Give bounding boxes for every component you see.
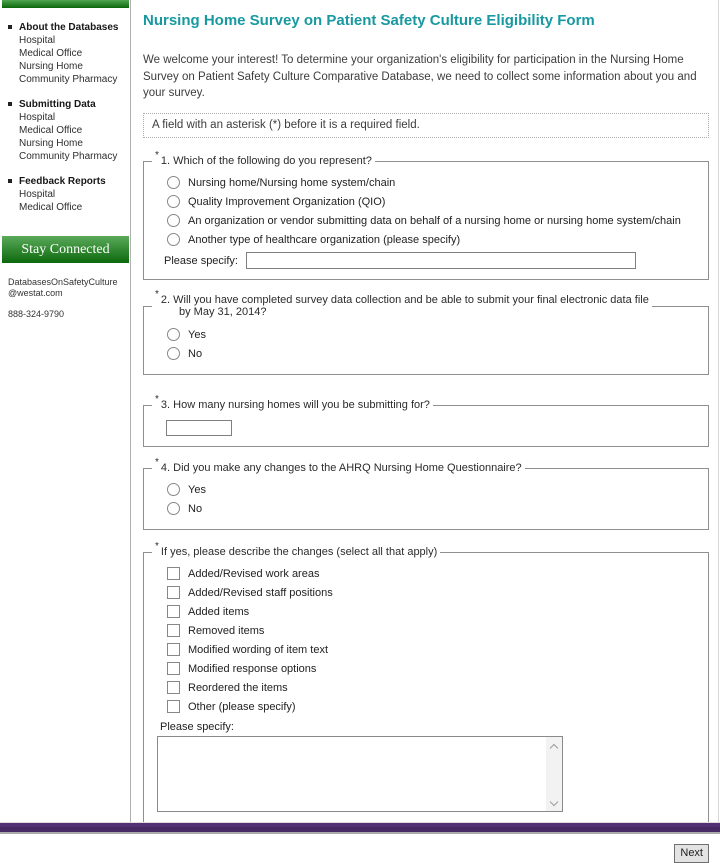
q2-yes-radio[interactable] [167,328,180,341]
q1-option-row [157,212,700,229]
contact-phone: 888-324-9790 [8,309,65,319]
q2-options [157,326,700,362]
question-2-label-line2: by May 31, 2014? [179,306,267,319]
q1-specify-input[interactable] [246,252,636,269]
q1-option-1-label: Quality Improvement Organization (QIO) [188,195,386,208]
question-5-label: If yes, please describe the changes (select all that apply) [160,546,438,559]
question-4-fieldset [143,457,709,530]
required-asterisk: * [155,457,159,469]
sidebar-item-hospital[interactable]: Hospital [19,35,56,46]
q3-count-input[interactable] [166,420,232,436]
sidebar-heading-label: About the Databases [19,22,119,33]
q5-option-0-label: Added/Revised work areas [188,567,320,580]
q4-no-label: No [188,502,203,515]
q5-option-3-label: Removed items [188,624,265,637]
stay-connected-banner: Stay Connected [2,236,129,263]
q5-option-5-checkbox[interactable] [167,662,180,675]
textarea-scrollbar[interactable] [546,737,562,811]
q5-option-4-checkbox[interactable] [167,643,180,656]
sidebar-top-green-bar [2,0,129,8]
contact-info [0,263,130,320]
q1-option-row [157,231,700,248]
bullet-square-icon [8,102,12,106]
question-3-label: 3. How many nursing homes will you be submitting for? [160,399,430,412]
scroll-up-icon[interactable] [546,737,562,753]
q2-no-radio[interactable] [167,347,180,360]
q5-option-2-label: Added items [188,605,250,618]
question-1-label: 1. Which of the following do you represent? [160,155,372,168]
q5-option-1-label: Added/Revised staff positions [188,586,333,599]
q1-option-1-radio[interactable] [167,195,180,208]
main-content [131,0,718,860]
q5-option-6-checkbox[interactable] [167,681,180,694]
sidebar-heading-feedback-reports[interactable] [8,175,126,188]
sidebar-item-community-pharmacy[interactable]: Community Pharmacy [19,151,118,162]
sidebar-item-hospital[interactable]: Hospital [19,112,56,123]
q5-option-row [157,565,700,582]
question-1-fieldset [143,150,709,280]
q5-option-0-checkbox[interactable] [167,567,180,580]
sidebar-item-medical-office[interactable]: Medical Office [19,202,83,213]
q5-option-5-label: Modified response options [188,662,317,675]
q5-option-row [157,622,700,639]
required-asterisk: * [155,541,159,553]
q5-option-row [157,603,700,620]
sidebar-heading-label: Submitting Data [19,99,96,110]
form-actions [143,843,709,863]
question-2-label-line1: * 2. Will you have completed survey data collection and be able to submit your final electronic data file [155,289,649,307]
sidebar-group-about [8,21,126,86]
q5-option-3-checkbox[interactable] [167,624,180,637]
q5-option-4-label: Modified wording of item text [188,643,329,656]
sidebar-item-medical-office[interactable]: Medical Office [19,48,83,59]
q5-specify-label: Please specify: [160,721,234,734]
next-button[interactable]: Next [674,844,709,863]
q1-option-0-radio[interactable] [167,176,180,189]
required-asterisk: * [155,150,159,162]
page-title: Nursing Home Survey on Patient Safety Culture Eligibility Form [143,12,595,29]
q5-option-row [157,660,700,677]
q5-option-7-checkbox[interactable] [167,700,180,713]
q5-option-row [157,679,700,696]
q1-option-2-label: An organization or vendor submitting data on behalf of a nursing home or nursing home system/chain [188,214,681,227]
q2-no-label: No [188,347,203,360]
q5-option-2-checkbox[interactable] [167,605,180,618]
bullet-square-icon [8,179,12,183]
q5-specify-textarea[interactable] [157,736,563,812]
q1-option-0-label: Nursing home/Nursing home system/chain [188,176,396,189]
required-asterisk: * [155,289,159,301]
required-field-note: A field with an asterisk (*) before it is a required field. [143,113,709,138]
bullet-square-icon [8,25,12,29]
q1-option-row [157,174,700,191]
question-4-legend [152,457,525,475]
q2-yes-label: Yes [188,328,206,341]
question-2-legend [152,289,652,319]
q5-option-row [157,698,700,715]
required-asterisk: * [155,394,159,406]
question-5-legend [152,541,440,559]
q2-option-row [157,345,700,362]
sidebar-item-nursing-home[interactable]: Nursing Home [19,61,83,72]
question-5-fieldset [143,541,709,823]
q5-option-row [157,584,700,601]
q5-option-row [157,641,700,658]
scroll-down-icon[interactable] [546,795,562,811]
q2-option-row [157,326,700,343]
sidebar-nav [0,17,130,214]
sidebar-group-feedback [8,175,126,214]
page-footer [0,822,720,834]
question-4-label: 4. Did you make any changes to the AHRQ Nursing Home Questionnaire? [160,462,522,475]
question-3-legend [152,394,433,412]
sidebar-heading-label: Feedback Reports [19,176,106,187]
sidebar-item-community-pharmacy[interactable]: Community Pharmacy [19,74,118,85]
question-2-fieldset [143,289,709,375]
contact-email-line2: @westat.com [8,288,63,298]
q1-option-2-radio[interactable] [167,214,180,227]
q5-option-6-label: Reordered the items [188,681,288,694]
q1-option-3-label: Another type of healthcare organization (please specify) [188,233,461,246]
sidebar-heading-about-the-databases[interactable] [8,21,126,34]
q4-option-row [157,481,700,498]
q5-option-7-label: Other (please specify) [188,700,296,713]
q1-option-row [157,193,700,210]
contact-email-line1: DatabasesOnSafetyCulture [8,277,118,287]
question-1-legend [152,150,375,168]
q5-option-1-checkbox[interactable] [167,586,180,599]
sidebar-item-medical-office[interactable]: Medical Office [19,125,83,136]
q1-specify-row [157,252,700,269]
q1-specify-label: Please specify: [164,254,238,267]
sidebar-item-nursing-home[interactable]: Nursing Home [19,138,83,149]
intro-paragraph: We welcome your interest! To determine your organization's eligibility for participation in the Nursing Home Survey on Patient Safety Culture Comparative Database, we need to collect some information about you and your survey. [143,54,697,100]
q4-yes-label: Yes [188,483,206,496]
q4-no-radio[interactable] [167,502,180,515]
q4-yes-radio[interactable] [167,483,180,496]
q4-option-row [157,500,700,517]
sidebar-heading-submitting-data[interactable] [8,98,126,111]
question-3-fieldset [143,394,709,447]
sidebar [0,0,131,822]
q1-option-3-radio[interactable] [167,233,180,246]
sidebar-group-submitting [8,98,126,163]
sidebar-item-hospital[interactable]: Hospital [19,189,56,200]
